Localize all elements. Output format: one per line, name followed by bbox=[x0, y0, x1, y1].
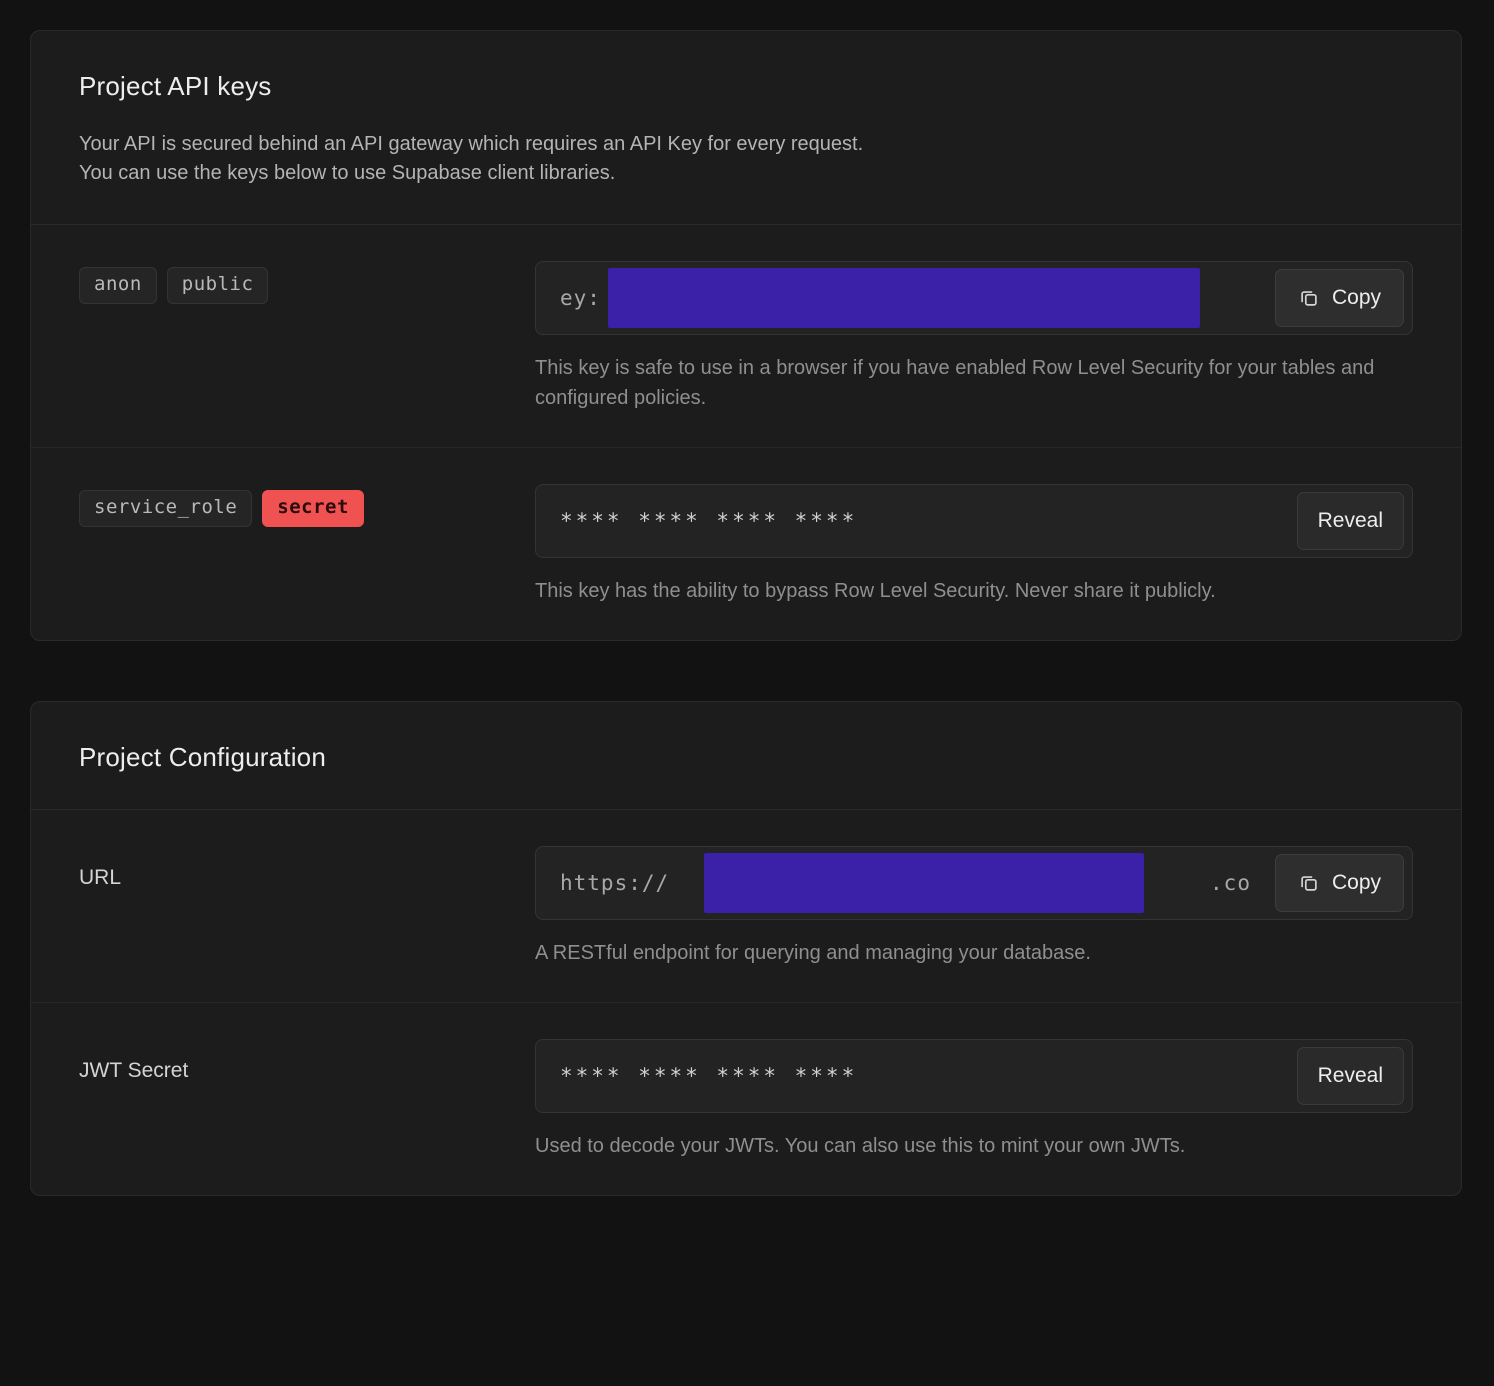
badge-secret: secret bbox=[262, 490, 364, 527]
anon-key-hint: This key is safe to use in a browser if you have enabled Row Level Security for your tables and configured policies. bbox=[535, 357, 1375, 409]
jwt-secret-value-area bbox=[535, 1039, 1413, 1161]
reveal-service-role-key-button[interactable] bbox=[1297, 492, 1404, 550]
reveal-jwt-secret-button[interactable] bbox=[1297, 1047, 1404, 1105]
jwt-secret-value: **** **** **** **** bbox=[560, 1064, 858, 1088]
url-value-area bbox=[535, 846, 1413, 968]
project-api-keys-card bbox=[30, 30, 1462, 641]
copy-icon bbox=[1298, 872, 1320, 894]
api-keys-description-line2: You can use the keys below to use Supabase client libraries. bbox=[79, 162, 616, 184]
badge-public: public bbox=[167, 267, 269, 304]
jwt-secret-label: JWT Secret bbox=[79, 1059, 189, 1082]
service-role-key-value: **** **** **** **** bbox=[560, 509, 858, 533]
jwt-secret-field[interactable] bbox=[535, 1039, 1413, 1113]
copy-url-button[interactable] bbox=[1275, 854, 1404, 912]
url-hint: A RESTful endpoint for querying and managing your database. bbox=[535, 942, 1091, 964]
api-keys-header bbox=[31, 31, 1461, 225]
anon-key-row bbox=[31, 225, 1461, 448]
copy-url-label: Copy bbox=[1331, 871, 1381, 894]
service-role-value-area bbox=[535, 484, 1413, 606]
url-label: URL bbox=[79, 866, 122, 889]
project-configuration-card bbox=[30, 701, 1462, 1196]
jwt-secret-row bbox=[31, 1003, 1461, 1195]
jwt-secret-label-wrap bbox=[79, 1039, 535, 1083]
anon-key-redaction bbox=[608, 268, 1200, 328]
url-field[interactable] bbox=[535, 846, 1413, 920]
url-redaction bbox=[704, 853, 1144, 913]
anon-key-labels bbox=[79, 261, 535, 304]
reveal-jwt-secret-label: Reveal bbox=[1317, 1064, 1383, 1087]
copy-icon bbox=[1298, 287, 1320, 309]
badge-service-role: service_role bbox=[79, 490, 252, 527]
anon-key-value: ey: bbox=[560, 286, 601, 310]
url-row bbox=[31, 810, 1461, 1003]
api-keys-description-line1: Your API is secured behind an API gateway which requires an API Key for every request. bbox=[79, 133, 864, 155]
url-label-wrap bbox=[79, 846, 535, 890]
configuration-title: Project Configuration bbox=[79, 742, 326, 772]
jwt-secret-hint: Used to decode your JWTs. You can also use this to mint your own JWTs. bbox=[535, 1135, 1186, 1157]
page-title: Project API keys bbox=[79, 71, 272, 101]
anon-key-value-area bbox=[535, 261, 1413, 413]
configuration-header bbox=[31, 702, 1461, 810]
reveal-service-role-key-label: Reveal bbox=[1317, 509, 1383, 532]
url-value-suffix: .co bbox=[1210, 871, 1251, 895]
service-role-key-hint: This key has the ability to bypass Row Level Security. Never share it publicly. bbox=[535, 580, 1216, 602]
api-keys-description bbox=[79, 130, 1413, 188]
badge-anon: anon bbox=[79, 267, 157, 304]
service-role-key-row bbox=[31, 448, 1461, 640]
copy-anon-key-button[interactable] bbox=[1275, 269, 1404, 327]
copy-anon-key-label: Copy bbox=[1331, 286, 1381, 309]
anon-key-field[interactable] bbox=[535, 261, 1413, 335]
url-value-prefix: https:// bbox=[560, 871, 670, 895]
service-role-key-field[interactable] bbox=[535, 484, 1413, 558]
service-role-labels bbox=[79, 484, 535, 527]
